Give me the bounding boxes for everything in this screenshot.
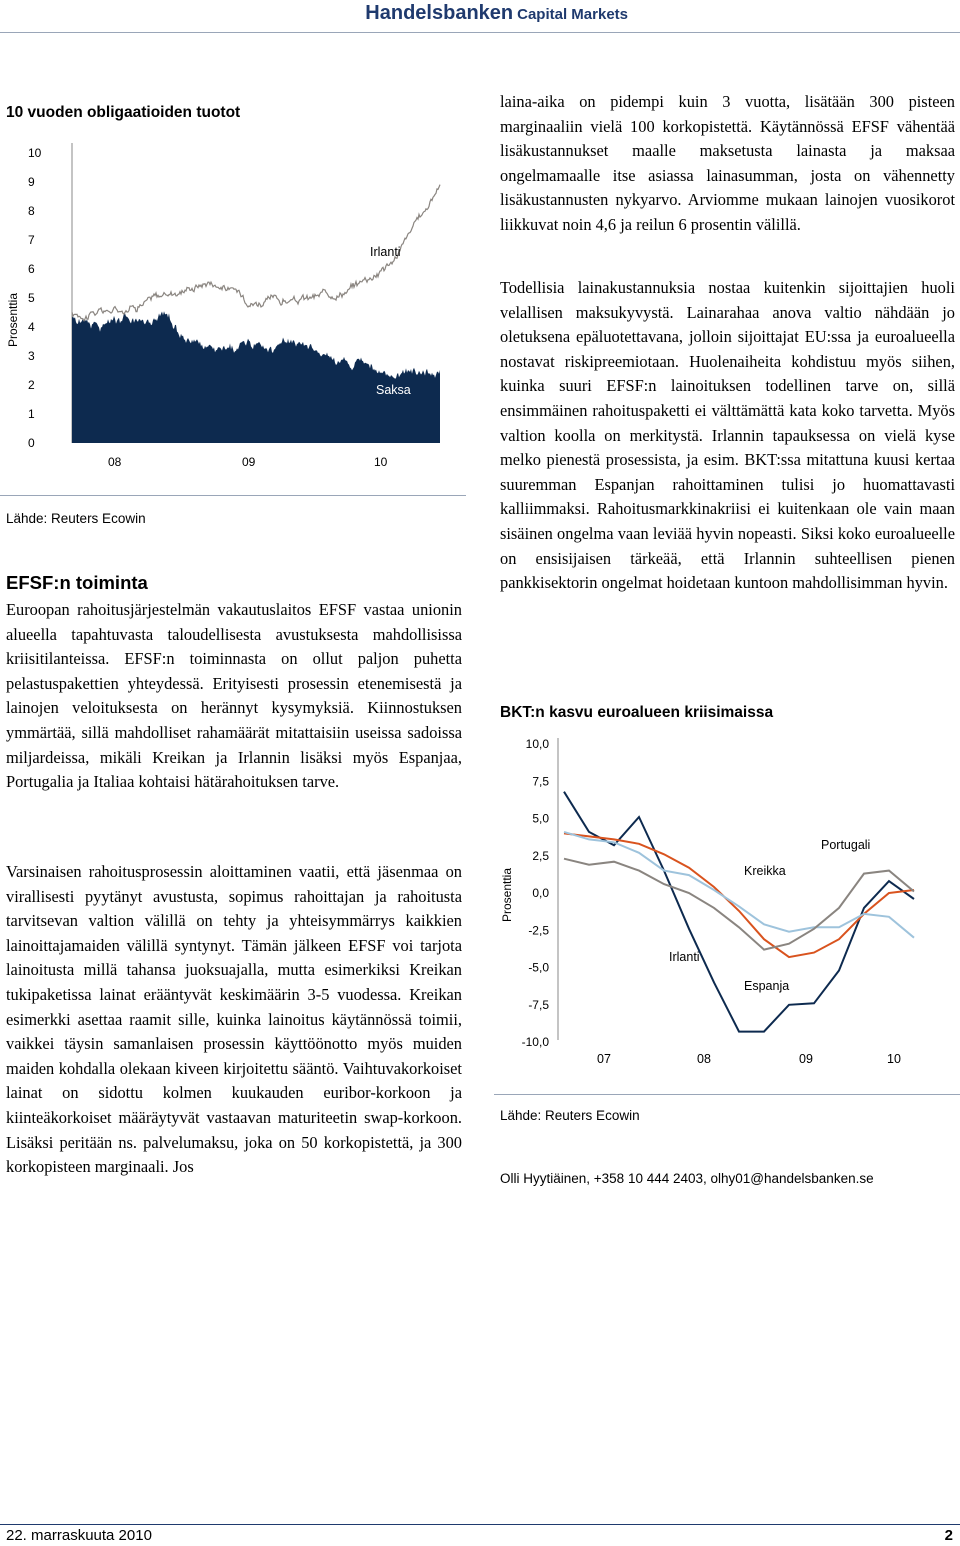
chart1-area-saksa	[72, 311, 440, 443]
chart2-ytick: 0,0	[532, 886, 549, 900]
paragraph-2: Varsinaisen rahoitusprosessin aloittaminen vaatii, että jäsenmaa on virallisesti pyytänyt avustusta, sopimus rahoittajan ja rahoitusta tarvitsevan valtion välillä on tehty ja yhteisymmärrys kaikkien lainoittajamaiden välillä syntynyt. Tämän jälkeen EFSF voi tarjota lainoitusta millä tahansa juoksuajalla, mutta esimerkiksi Kreikan tukipaketissa lainat erääntyvät keskimäärin 3-5 vuodessa. Kreikan esimerkki asettaa raamit sille, kuinka lainoitus käytännössä toimii, vaikkei täysin samanlaisen prosessin käyttöönotto myös muiden maiden kohdalla olekaan kiveen kirjoitettu sääntö. Vaihtuvakorkoiset lainat on sidottu kolmen kuukauden euribor-korkoon ja kiinteäkorkoiset määräytyvät vastaavan maturiteetin swap-korkoon. Lisäksi peritään ns. palvelumaksu, joka on 50 korkopistettä, ja 300 korkopisteen marginaali. Jos	[6, 862, 462, 1177]
chart1-ylabel: Prosenttia	[6, 292, 20, 348]
chart1-ytick: 2	[28, 378, 35, 392]
chart2-xticks	[597, 1052, 901, 1066]
chart2-label-portugali: Portugali	[821, 838, 871, 852]
chart2-xtick: 09	[799, 1052, 813, 1066]
chart1-ytick: 0	[28, 436, 35, 450]
chart2-label-irlanti: Irlanti	[669, 950, 700, 964]
chart1-yticks	[28, 146, 42, 450]
chart2-yticks	[522, 737, 550, 1049]
chart2-ytick: -10,0	[521, 1035, 549, 1049]
chart1-ytick: 7	[28, 233, 35, 247]
brand-logo	[365, 2, 628, 25]
chart1-ytick: 8	[28, 204, 35, 218]
chart1-xtick: 08	[108, 455, 122, 469]
chart2-ytick: -5,0	[528, 960, 549, 975]
chart1-title: 10 vuoden obligaatioiden tuotot	[6, 104, 241, 121]
paragraph-1: Euroopan rahoitusjärjestelmän vakautuslaitos EFSF vastaa unionin alueella tapahtuvasta taloudellisesta avustuksesta mahdollisissa kriisitilanteissa. EFSF:n toiminnasta on ollut paljon puhetta pelastuspakettien yhteydessä. Erityisesti prosessin etenemisestä ja lainojen veloituksesta on herännyt kysymyksiä. Kiinnostuksen ymmärtää, sillä mahdolliset rahamäärät mitattaisiin useissa sadoissa miljardeissa, mikäli Kreikan ja Irlannin lisäksi myös Espanjaa, Portugalia ja Italiaa kohtaisi hätärahoituksen tarve.	[6, 600, 462, 792]
chart1-ytick: 10	[28, 146, 42, 160]
chart2-title: BKT:n kasvu euroalueen kriisimaissa	[500, 704, 774, 721]
chart2-series	[564, 792, 914, 1032]
chart2	[494, 730, 960, 1080]
chart2-rule	[494, 1094, 960, 1095]
chart1-ytick: 9	[28, 175, 35, 189]
chart2-ylabel: Prosenttia	[500, 867, 514, 923]
chart2-ytick: -7,5	[528, 997, 549, 1012]
chart2-ytick: -2,5	[528, 923, 549, 938]
chart1-source: Lähde: Reuters Ecowin	[6, 511, 146, 526]
chart2-xtick: 08	[697, 1052, 711, 1066]
page-number: 2	[944, 1527, 953, 1544]
chart1-xtick: 09	[242, 455, 256, 469]
footer-date: 22. marraskuuta 2010	[6, 1527, 152, 1544]
chart2-ytick: 10,0	[525, 737, 549, 751]
chart1	[0, 138, 480, 473]
chart2-line-portugali	[564, 859, 914, 950]
paragraph-4: Todellisia lainakustannuksia nostaa kuitenkin sijoittajien huoli velallisen maksukyvystä. Lainarahaa anova valtio nähdään jo oletuksena epäluotettavana, jolloin sijoittajat EU:ssa ja euroalueella nostavat riskipreemiotaan. Huolenaiheita kohdistuu myös siihen, kuinka suuri EFSF:n lainoituksen todellinen tarve on, sillä ensimmäinen rahoituspaketti ei välttämättä kata koko tarvetta. Myös valtion koolla on merkitystä. Irlannin tapauksessa on vielä kyse melko pienestä prosessista, ja esim. BKT:ssa mitattuna kuusi kertaa suuremman Espanjan rahoittaminen tulisi jo huomattavasti kalliimmaksi. Rahoitusmarkkinakriisi ei kuitenkaan ole vain maan sisäinen ongelma vaan leviää hyvin nopeasti. Siksi koko euroalueelle on ensisijaisen tärkeää, että Irlannin suhteellisen pienen pankkisektorin ongelmat hoidetaan kuntoon mahdollisimman hyvin.	[500, 278, 955, 593]
chart1-label-irlanti: Irlanti	[370, 245, 401, 259]
brand-name: Handelsbanken	[365, 2, 514, 24]
footer-rule	[0, 1524, 960, 1525]
chart1-ytick: 1	[28, 407, 35, 421]
author-contact: Olli Hyytiäinen, +358 10 444 2403, olhy01@handelsbanken.se	[500, 1171, 874, 1186]
brand-sub: Capital Markets	[517, 6, 628, 23]
paragraph-3: laina-aika on pidempi kuin 3 vuotta, lisätään 300 pisteen marginaaliin vielä 100 korkopistettä. Käytännössä EFSF vähentää lisäkustannukset maalle maksetusta lainasta ja maksaa ongelmamaalle itse asiassa lainasumman, josta on vähennetty lisäkustannusten nykyarvo. Arviomme mukaan lainojen vuosikorot liikkuvat noin 4,6 ja reilun 6 prosentin välillä.	[500, 92, 955, 234]
section-heading: EFSF:n toiminta	[6, 572, 148, 593]
chart2-xtick: 07	[597, 1052, 611, 1066]
chart1-ytick: 3	[28, 349, 35, 363]
chart2-ytick: 5,0	[532, 811, 549, 826]
chart1-xtick: 10	[374, 455, 388, 469]
chart1-ytick: 6	[28, 262, 35, 276]
chart2-ytick: 2,5	[532, 848, 549, 863]
header-rule	[0, 32, 960, 33]
chart2-xtick: 10	[887, 1052, 901, 1066]
chart2-label-kreikka: Kreikka	[744, 864, 786, 878]
chart2-label-espanja: Espanja	[744, 979, 790, 993]
chart1-ytick: 4	[28, 320, 35, 334]
chart1-rule	[0, 495, 466, 496]
chart2-source: Lähde: Reuters Ecowin	[500, 1108, 640, 1123]
chart1-xticks	[108, 455, 388, 469]
chart2-ytick: 7,5	[532, 774, 549, 789]
chart1-label-saksa: Saksa	[376, 383, 411, 397]
chart1-ytick: 5	[28, 291, 35, 305]
